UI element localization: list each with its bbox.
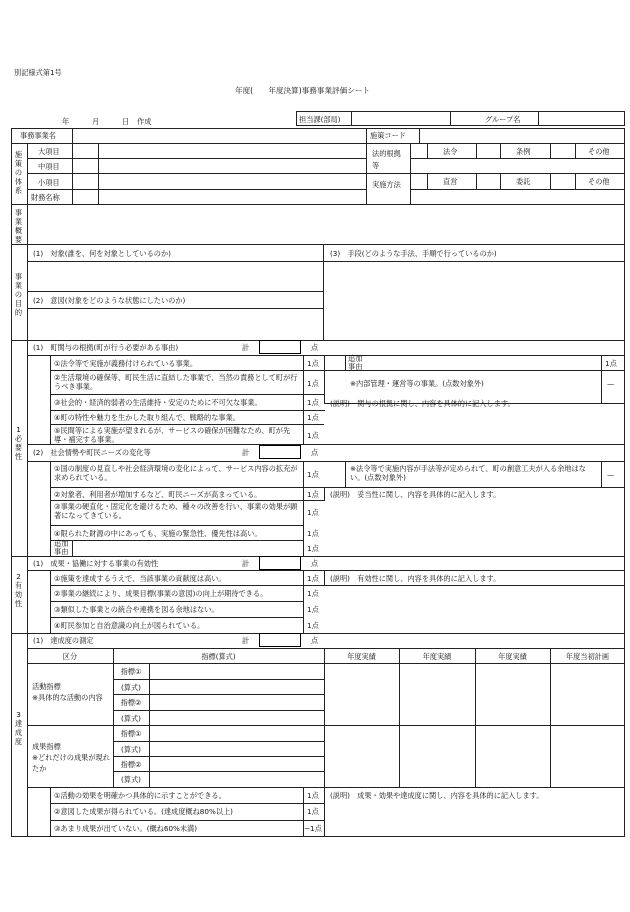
policy-row-medium: 中項目 [38, 162, 60, 171]
project-name-label: 事務事業名 [20, 131, 56, 140]
method-label: 実施方法 [372, 180, 401, 189]
result-index-1: 指標① [120, 729, 142, 738]
necessity-1-item-3-pt: 1点 [307, 398, 319, 407]
effectiveness-score-box[interactable] [259, 556, 301, 570]
necessity-2-item-4-pt: 1点 [307, 529, 319, 538]
purpose-target: (1) 対象(誰を、何を対象としているのか) [33, 249, 171, 258]
necessity-2-score-box[interactable] [259, 445, 301, 459]
necessity-label: 1 必要性 [14, 425, 28, 461]
activity-index-label: 活動指標 ※具体的な活動の内容 [32, 682, 103, 702]
achievement-item-3-pt: −1点 [304, 824, 322, 833]
necessity-2-item-1: ①国の制度の見直しや社会経済環境の変化によって、サービス内容の拡充が求められている。 [54, 464, 298, 482]
effectiveness-heading: (1) 成果・協働に対する事業の有効性 [33, 559, 159, 568]
effectiveness-item-3-pt: 1点 [307, 605, 319, 614]
achievement-item-1: ①活動の効果を明確かつ具体的に示すことができる。 [54, 791, 226, 800]
necessity-1-item-2: ②生活環境の確保等、町民生活に直結した事業で、当然の責務として町が行うべき事業。 [54, 373, 298, 391]
summary-label: 事業概要 [14, 208, 23, 244]
effectiveness-item-1: ①施策を達成するうえで、当該事業の貢献度は高い。 [54, 574, 226, 583]
legal-option-law: 法令 [443, 147, 458, 156]
col-index-formula: 指標(算式) [201, 652, 236, 661]
achievement-score-box[interactable] [259, 633, 301, 647]
effectiveness-explain: (説明) 有効性に関し、内容を具体的に記入します。 [330, 574, 501, 583]
necessity-1-item-4-pt: 1点 [307, 413, 319, 422]
necessity-2-item-1-pt: 1点 [307, 470, 319, 479]
effectiveness-item-4-pt: 1点 [307, 621, 319, 630]
result-index-label: 成果指標 ※どれだけの成果が現れたか [32, 742, 110, 773]
dept-label: 担当課(部局) [299, 115, 341, 124]
result-formula-1: (算式) [121, 745, 141, 754]
method-option-other: その他 [588, 177, 610, 186]
achievement-explain: (説明) 成果・効果や達成度に関し、内容を具体的に記入します。 [330, 791, 544, 800]
necessity-2-item-4: ④限られた財源の中にあっても、実施の緊急性、優先性は高い。 [54, 529, 262, 538]
achievement-item-2-pt: 1点 [307, 807, 319, 816]
achievement-item-2: ②意図した成果が得られている。(達成度概ね80%以上) [54, 807, 233, 816]
effectiveness-item-2-pt: 1点 [307, 589, 319, 598]
necessity-1-add-reason: 追加事由 [348, 354, 363, 371]
result-index-2: 指標② [120, 760, 142, 769]
necessity-2-heading: (2) 社会情勢や町民ニーズの変化等 [33, 448, 151, 457]
created-year: 年 [62, 117, 70, 126]
col-year-result-2: 年度実績 [422, 652, 452, 661]
necessity-1-item-1-pt: 1点 [307, 359, 319, 368]
necessity-1-pts: 点 [311, 343, 319, 352]
policy-row-large: 大項目 [38, 147, 60, 156]
necessity-1-item-3: ③社会的・経済的弱者の生活維持・安定のために不可欠な事業。 [54, 398, 262, 407]
effectiveness-item-3: ③類似した事業との統合や連携を図る余地はない。 [54, 605, 219, 614]
policy-system-label: 施策の体系 [14, 150, 23, 195]
page-title: 年度( 年度決算)事務事業評価シート [235, 86, 371, 95]
purpose-label: 事業の目的 [14, 272, 23, 317]
necessity-2-add-reason: 追加事由 [54, 539, 69, 556]
col-year-result-3: 年度実績 [498, 652, 527, 661]
effectiveness-item-4: ④町民参加と自治意識の向上が図られている。 [54, 621, 205, 630]
activity-formula-2: (算式) [121, 714, 141, 723]
achievement-item-3: ③あまり成果が出ていない。(概ね60%未満) [54, 824, 198, 833]
necessity-1-item-5-pt: 1点 [307, 431, 319, 440]
policy-code-label: 施策コード [370, 131, 406, 140]
col-year-result-1: 年度実績 [347, 652, 376, 661]
col-category: 区分 [62, 652, 78, 661]
activity-index-2: 指標② [120, 698, 142, 707]
necessity-1-heading: (1) 町関与の根拠(町が行う必要がある事由) [33, 343, 179, 352]
created-day: 日 [122, 117, 130, 126]
necessity-2-note: ※法令等で実施内容が手法等が定められて、町の創意工夫が入る余地はない。(点数対象外) [350, 464, 586, 482]
necessity-1-item-1: ①法令等で実施が義務付けられている事業。 [54, 359, 198, 368]
achievement-label: 3 達成度 [14, 710, 28, 746]
result-formula-2: (算式) [121, 775, 141, 784]
necessity-2-add-reason-pt: 1点 [307, 544, 319, 553]
necessity-2-item-2: ②対象者、利用者が増加するなど、町民ニーズが高まっている。 [54, 490, 262, 499]
effectiveness-pts: 点 [311, 559, 319, 568]
achievement-heading: (1) 達成度の測定 [33, 636, 94, 645]
activity-index-1: 指標① [120, 667, 142, 676]
necessity-2-item-2-pt: 1点 [307, 490, 319, 499]
necessity-1-add-reason-pt: 1点 [605, 359, 617, 368]
legal-option-other: その他 [588, 147, 610, 156]
necessity-2-item-3-pt: 1点 [307, 508, 319, 517]
necessity-1-score-box[interactable] [259, 340, 301, 354]
necessity-1-item-4: ④町の特性や魅力を生かした取り組んで、戦略的な事業。 [54, 413, 240, 422]
col-initial-plan: 年度当初計画 [565, 652, 610, 661]
necessity-1-note-dash: — [607, 379, 615, 388]
dept-group-box [296, 111, 625, 126]
necessity-1-note: ※内部管理・運営等の事業。(点数対象外) [350, 379, 484, 388]
necessity-1-item-5: ⑤民間等による実施が望まれるが、サービスの確保が困難なため、町が先導・補完する事業。 [54, 426, 291, 444]
necessity-1-total-label: 計 [242, 343, 250, 352]
necessity-2-note-dash: — [607, 470, 615, 479]
achievement-total-label: 計 [242, 636, 250, 645]
activity-formula-1: (算式) [121, 683, 141, 692]
group-label: グループ名 [485, 115, 521, 124]
form-number: 別記様式第1号 [14, 68, 62, 77]
necessity-1-explain: (説明) 関与の根拠に関し、内容を具体的に記入します。 [330, 399, 515, 408]
method-option-outsourced: 委託 [516, 177, 531, 186]
created-label: 作成 [137, 117, 152, 126]
effectiveness-label: 2 有効性 [14, 572, 28, 608]
evaluation-sheet [11, 128, 625, 837]
effectiveness-total-label: 計 [242, 559, 250, 568]
created-month: 月 [92, 117, 100, 126]
purpose-intent: (2) 意図(対象をどのような状態にしたいのか) [33, 296, 186, 305]
necessity-2-explain: (説明) 妥当性に関し、内容を具体的に記入します。 [330, 490, 501, 499]
policy-row-small: 小項目 [38, 178, 60, 187]
necessity-2-total-label: 計 [242, 448, 250, 457]
necessity-1-item-2-pt: 1点 [307, 379, 319, 388]
necessity-2-item-3: ③事業の硬直化・固定化を避けるため、種々の改善を行い、事業の効果が顕著になってきている。 [54, 502, 298, 520]
legal-basis-label: 法的根拠等 [372, 149, 401, 170]
necessity-2-pts: 点 [311, 448, 319, 457]
finance-name-label: 財務名称 [31, 193, 60, 202]
legal-option-ordinance: 条例 [516, 147, 531, 156]
effectiveness-item-1-pt: 1点 [307, 574, 319, 583]
achievement-pts: 点 [311, 636, 319, 645]
achievement-item-1-pt: 1点 [307, 791, 319, 800]
method-option-direct: 直営 [443, 177, 458, 186]
purpose-means: (3) 手段(どのような手法、手順で行っているのか) [330, 249, 497, 258]
effectiveness-item-2: ②事業の継続により、成果目標(事業の意図)の向上が期待できる。 [54, 589, 268, 598]
